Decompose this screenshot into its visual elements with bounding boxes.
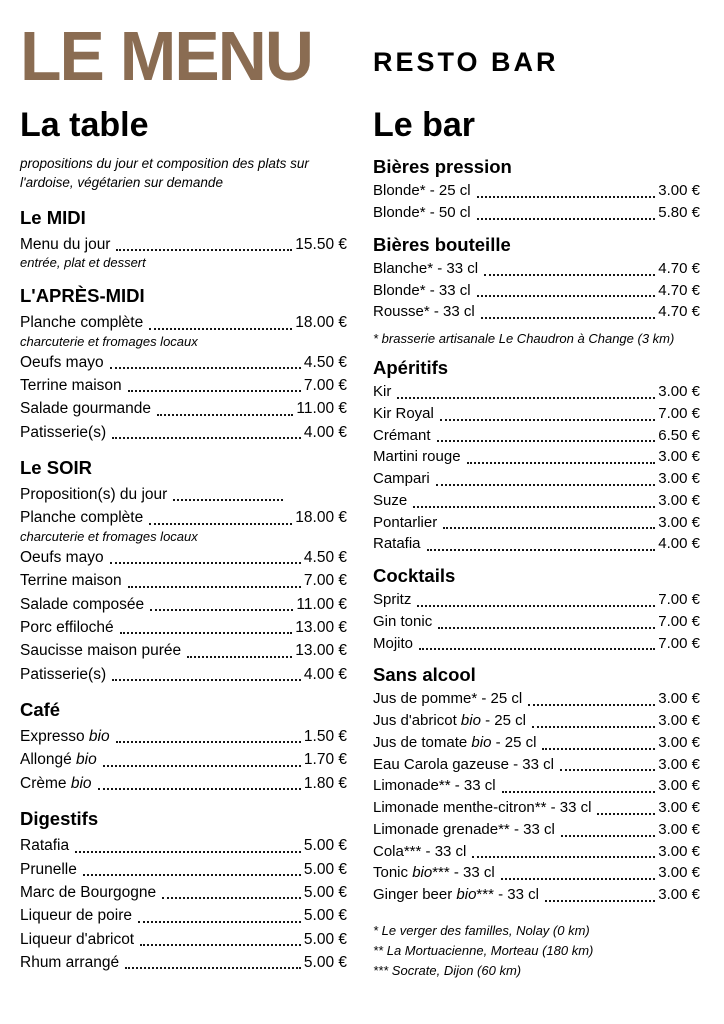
menu-item (20, 953, 347, 972)
menu-item-name: Rhum arrangé (20, 954, 120, 972)
menu-section (373, 156, 700, 223)
menu-item-name: Allongé bio (20, 751, 97, 769)
dot-leader (419, 648, 655, 650)
menu-section (20, 457, 347, 684)
menu-item-price: 3.00 € (658, 182, 700, 200)
la-table-sections (20, 207, 347, 973)
menu-item-price: 5.00 € (303, 860, 347, 878)
menu-item-note: charcuterie et fromages locaux (20, 528, 198, 544)
menu-item-name: Blanche* - 33 cl (373, 259, 479, 277)
menu-item-price: 4.00 € (658, 535, 700, 553)
menu-item (373, 864, 700, 883)
dot-leader (501, 878, 656, 880)
dot-leader (481, 317, 656, 319)
dot-leader (75, 851, 301, 853)
menu-item (373, 470, 700, 489)
dot-leader (112, 679, 301, 681)
dot-leader (116, 249, 292, 251)
menu-item-name: Liqueur de poire (20, 907, 133, 925)
menu-item (373, 383, 700, 402)
dot-leader (140, 944, 301, 946)
footnote: ** La Mortuacienne, Morteau (180 km) (373, 943, 594, 959)
menu-item-price: 7.00 € (658, 591, 700, 609)
menu-item (373, 821, 700, 840)
menu-item-name: Kir (373, 383, 392, 401)
dot-leader (477, 196, 656, 198)
dot-leader (528, 704, 655, 706)
menu-item-name: Spritz (373, 591, 412, 609)
menu-item-name: Limonade grenade** - 33 cl (373, 820, 555, 838)
menu-item-price: 13.00 € (295, 642, 347, 660)
dot-leader (128, 390, 301, 392)
menu-item (373, 204, 700, 223)
la-table-title: La table (20, 106, 149, 145)
menu-item-price: 3.00 € (658, 383, 700, 401)
menu-item (20, 750, 347, 769)
dot-leader (125, 967, 301, 969)
dot-leader (83, 874, 301, 876)
menu-item (20, 774, 347, 793)
menu-section (20, 285, 347, 442)
menu-item (373, 427, 700, 446)
dot-leader (477, 218, 656, 220)
menu-section (373, 234, 700, 346)
section-heading: Bières pression (373, 156, 512, 178)
menu-item-price: 15.50 € (295, 235, 347, 253)
menu-item (373, 182, 700, 201)
menu-item-name: Jus de tomate bio - 25 cl (373, 733, 537, 751)
dot-leader (157, 414, 293, 416)
menu-item-name: Suze (373, 491, 408, 509)
menu-item (373, 260, 700, 279)
menu-item (20, 353, 347, 372)
menu-item-price: 7.00 € (658, 612, 700, 630)
dot-leader (413, 506, 655, 508)
menu-item-price: 3.00 € (658, 864, 700, 882)
menu-item (373, 799, 700, 818)
menu-item-name: Blonde* - 50 cl (373, 204, 471, 222)
dot-leader (561, 835, 655, 837)
dot-leader (472, 856, 655, 858)
menu-item-name: Ratafia (373, 535, 421, 553)
dot-leader (116, 741, 301, 743)
menu-item (20, 836, 347, 855)
resto-bar-title: RESTO BAR (373, 47, 559, 78)
menu-item-price: 6.50 € (658, 426, 700, 444)
menu-section (20, 207, 347, 270)
menu-item-price: 3.00 € (658, 820, 700, 838)
dot-leader (542, 748, 655, 750)
footnote: * Le verger des familles, Nolay (0 km) (373, 922, 590, 938)
menu-item-name: Crémant (373, 426, 431, 444)
dot-leader (187, 656, 292, 658)
dot-leader (545, 900, 655, 902)
menu-item (20, 883, 347, 902)
menu-item-price: 18.00 € (295, 509, 347, 527)
menu-item (20, 508, 347, 527)
masthead (20, 17, 700, 95)
menu-item-name: Marc de Bourgogne (20, 883, 157, 901)
section-heading: L'APRÈS-MIDI (20, 285, 145, 307)
menu-item (20, 860, 347, 879)
menu-item-price: 5.00 € (303, 954, 347, 972)
menu-item-name: Kir Royal (373, 404, 434, 422)
menu-item-name: Liqueur d'abricot (20, 930, 135, 948)
menu-item-name: Terrine maison (20, 376, 122, 394)
bar-footnotes (373, 921, 700, 981)
menu-item-price: 18.00 € (295, 314, 347, 332)
menu-item-name: Jus de pomme* - 25 cl (373, 690, 523, 708)
menu-item-name: Planche complète (20, 314, 144, 332)
menu-section (373, 565, 700, 653)
menu-item-price: 11.00 € (296, 400, 347, 418)
menu-item-price: 7.00 € (303, 572, 347, 590)
section-heading: Sans alcool (373, 664, 476, 686)
menu-item (373, 535, 700, 554)
menu-item (373, 591, 700, 610)
menu-item (373, 613, 700, 632)
menu-item-price: 4.50 € (303, 548, 347, 566)
la-table-intro: propositions du jour et composition des plats sur l'ardoise, végétarien sur demande (20, 156, 309, 190)
menu-item-price: 7.00 € (303, 376, 347, 394)
menu-item (373, 777, 700, 796)
menu-item (20, 727, 347, 746)
menu-item-name: Menu du jour (20, 235, 111, 253)
dot-leader (427, 549, 656, 551)
menu-item-price: 3.00 € (658, 448, 700, 466)
menu-item (20, 641, 347, 660)
menu-item (20, 485, 347, 504)
section-heading: Apéritifs (373, 357, 449, 379)
menu-item-price: 4.70 € (658, 303, 700, 321)
menu-item (20, 595, 347, 614)
menu-item-name: Limonade** - 33 cl (373, 777, 496, 795)
dot-leader (438, 627, 655, 629)
menu-item (20, 571, 347, 590)
menu-item-price: 5.00 € (303, 883, 347, 901)
menu-item-name: Planche complète (20, 509, 144, 527)
menu-title: LE MENU (20, 17, 312, 95)
menu-item (20, 548, 347, 567)
menu-item-name: Oeufs mayo (20, 353, 104, 371)
menu-item-note: charcuterie et fromages locaux (20, 333, 198, 349)
dot-leader (484, 274, 655, 276)
menu-item (373, 282, 700, 301)
menu-item (20, 235, 347, 254)
dot-leader (103, 765, 301, 767)
section-heading: Café (20, 699, 61, 721)
dot-leader (502, 791, 656, 793)
menu-item (373, 492, 700, 511)
dot-leader (112, 437, 301, 439)
menu-item-price: 3.00 € (658, 470, 700, 488)
menu-item-price: 3.00 € (658, 491, 700, 509)
menu-item (20, 618, 347, 637)
menu-item-price: 1.70 € (303, 751, 347, 769)
menu-item (373, 734, 700, 753)
section-heading: Digestifs (20, 808, 99, 830)
menu-item (373, 514, 700, 533)
la-table-column (20, 92, 347, 981)
menu-item (373, 635, 700, 654)
menu-item-price: 3.00 € (658, 690, 700, 708)
dot-leader (467, 462, 656, 464)
dot-leader (110, 367, 301, 369)
dot-leader (440, 419, 655, 421)
dot-leader (162, 897, 301, 899)
footnote: *** Socrate, Dijon (60 km) (373, 963, 522, 979)
dot-leader (138, 921, 301, 923)
menu-item-name: Terrine maison (20, 572, 122, 590)
menu-item (373, 303, 700, 322)
section-heading: Le MIDI (20, 206, 86, 228)
menu-item-price: 3.00 € (658, 799, 700, 817)
menu-item-name: Expresso bio (20, 728, 110, 746)
dot-leader (397, 397, 655, 399)
menu-item (20, 665, 347, 684)
menu-item-name: Tonic bio*** - 33 cl (373, 864, 495, 882)
dot-leader (173, 499, 283, 501)
menu-item-name: Limonade menthe-citron** - 33 cl (373, 799, 592, 817)
menu-item-price: 3.00 € (658, 513, 700, 531)
menu-item-name: Prunelle (20, 860, 77, 878)
dot-leader (443, 527, 655, 529)
section-heading: Le SOIR (20, 457, 92, 479)
menu-section (373, 357, 700, 554)
menu-item-name: Crème bio (20, 774, 92, 792)
menu-item-name: Campari (373, 470, 430, 488)
menu-item (373, 712, 700, 731)
menu-item (373, 886, 700, 905)
menu-item-name: Cola*** - 33 cl (373, 842, 467, 860)
menu-item-price: 3.00 € (658, 733, 700, 751)
menu-item-price: 5.00 € (303, 907, 347, 925)
menu-item-price: 11.00 € (296, 595, 347, 613)
dot-leader (150, 609, 293, 611)
menu-columns (20, 92, 700, 981)
menu-section (20, 699, 347, 793)
menu-item-price: 3.00 € (658, 755, 700, 773)
menu-item-price: 4.70 € (658, 281, 700, 299)
menu-section (373, 664, 700, 905)
dot-leader (477, 295, 656, 297)
menu-item-price: 5.00 € (303, 837, 347, 855)
menu-item (20, 930, 347, 949)
le-bar-title: Le bar (373, 106, 476, 145)
dot-leader (597, 813, 655, 815)
dot-leader (120, 632, 293, 634)
menu-item-price: 13.00 € (295, 618, 347, 636)
menu-item-price: 7.00 € (658, 634, 700, 652)
menu-item-price: 1.50 € (303, 728, 347, 746)
menu-item-name: Jus d'abricot bio - 25 cl (373, 712, 526, 730)
menu-item-note: entrée, plat et dessert (20, 255, 146, 271)
dot-leader (436, 484, 656, 486)
menu-item-name: Patisserie(s) (20, 423, 107, 441)
section-heading: Cocktails (373, 565, 456, 587)
menu-item (373, 448, 700, 467)
menu-item-price: 5.80 € (658, 204, 700, 222)
menu-item-price: 4.00 € (303, 423, 347, 441)
menu-item-name: Oeufs mayo (20, 548, 104, 566)
menu-item-name: Rousse* - 33 cl (373, 303, 475, 321)
menu-item-name: Salade gourmande (20, 400, 151, 418)
menu-item-name: Gin tonic (373, 612, 433, 630)
menu-item-price: 4.70 € (658, 259, 700, 277)
menu-section (20, 808, 347, 972)
menu-item-name: Blonde* - 25 cl (373, 182, 471, 200)
menu-item (20, 399, 347, 418)
menu-item-name: Porc effiloché (20, 618, 114, 636)
menu-item-price: 3.00 € (658, 712, 700, 730)
menu-item-name: Salade composée (20, 595, 145, 613)
le-bar-column (373, 92, 700, 981)
dot-leader (417, 605, 655, 607)
menu-item-name: Patisserie(s) (20, 665, 107, 683)
menu-item (20, 906, 347, 925)
menu-item-name: Blonde* - 33 cl (373, 281, 471, 299)
menu-item-name: Proposition(s) du jour (20, 486, 168, 504)
menu-item-name: Pontarlier (373, 513, 438, 531)
dot-leader (128, 586, 301, 588)
menu-item-name: Mojito (373, 634, 414, 652)
menu-item (20, 423, 347, 442)
menu-item-name: Eau Carola gazeuse - 33 cl (373, 755, 554, 773)
le-bar-sections (373, 156, 700, 905)
menu-item-price: 5.00 € (303, 930, 347, 948)
section-footnote: * brasserie artisanale Le Chaudron à Change (3 km) (373, 331, 675, 347)
menu-item-price: 3.00 € (658, 842, 700, 860)
menu-item-price: 1.80 € (303, 774, 347, 792)
dot-leader (110, 562, 301, 564)
menu-item (373, 405, 700, 424)
menu-item-price: 4.50 € (303, 353, 347, 371)
menu-item (373, 843, 700, 862)
menu-item-name: Saucisse maison purée (20, 642, 182, 660)
dot-leader (437, 440, 656, 442)
menu-item-name: Ratafia (20, 837, 70, 855)
dot-leader (560, 769, 655, 771)
menu-item-price: 7.00 € (658, 404, 700, 422)
dot-leader (532, 726, 655, 728)
menu-item-price: 3.00 € (658, 886, 700, 904)
menu-item-name: Martini rouge (373, 448, 461, 466)
menu-item-price: 3.00 € (658, 777, 700, 795)
menu-item (373, 690, 700, 709)
menu-item (20, 313, 347, 332)
dot-leader (149, 328, 292, 330)
menu-item-price: 4.00 € (303, 665, 347, 683)
menu-item (20, 376, 347, 395)
dot-leader (98, 788, 301, 790)
menu-item-name: Ginger beer bio*** - 33 cl (373, 886, 539, 904)
menu-item (373, 756, 700, 775)
section-heading: Bières bouteille (373, 233, 511, 255)
dot-leader (149, 523, 292, 525)
